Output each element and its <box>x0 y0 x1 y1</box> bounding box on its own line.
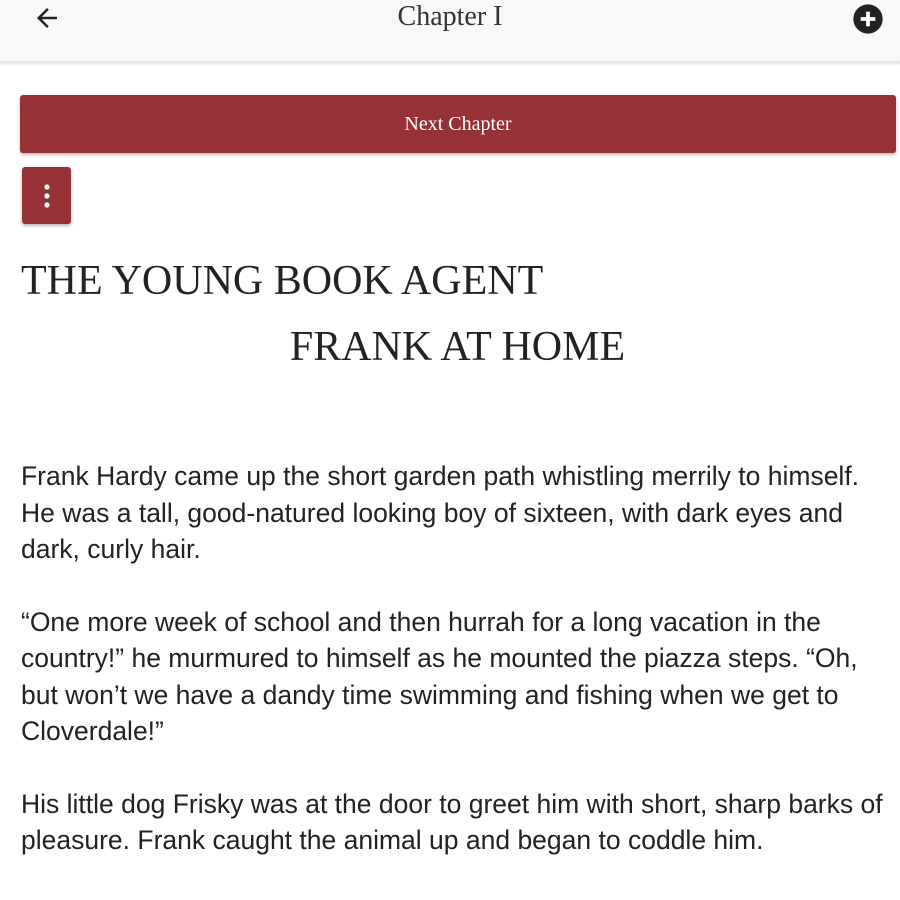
chapter-content <box>21 458 889 895</box>
book-title: THE YOUNG BOOK AGENT <box>21 258 544 304</box>
chapter-title: FRANK AT HOME <box>289 324 626 370</box>
top-app-bar <box>0 0 900 62</box>
paragraph: His little dog Frisky was at the door to greet him with short, sharp barks of pleasure. Frank caught the animal up and began to coddle him. <box>21 788 883 855</box>
paragraph: Frank Hardy came up the short garden path whistling merrily to himself. He was a tall, good-natured looking boy of sixteen, with dark eyes and dark, curly hair. <box>21 461 860 564</box>
chapter-header-title: Chapter I <box>397 1 503 32</box>
add-button[interactable] <box>850 1 886 37</box>
more-vertical-icon <box>42 182 52 210</box>
next-chapter-button[interactable]: Next Chapter <box>20 95 896 153</box>
paragraph: “One more week of school and then hurrah for a long vacation in the country!” he murmured to himself as he mounted the piazza steps. “Oh, but won’t we have a dandy time swimming and fishing when we get to Cloverdale!” <box>21 606 858 746</box>
plus-circle-icon <box>852 3 884 35</box>
overflow-menu-button[interactable] <box>22 167 71 224</box>
